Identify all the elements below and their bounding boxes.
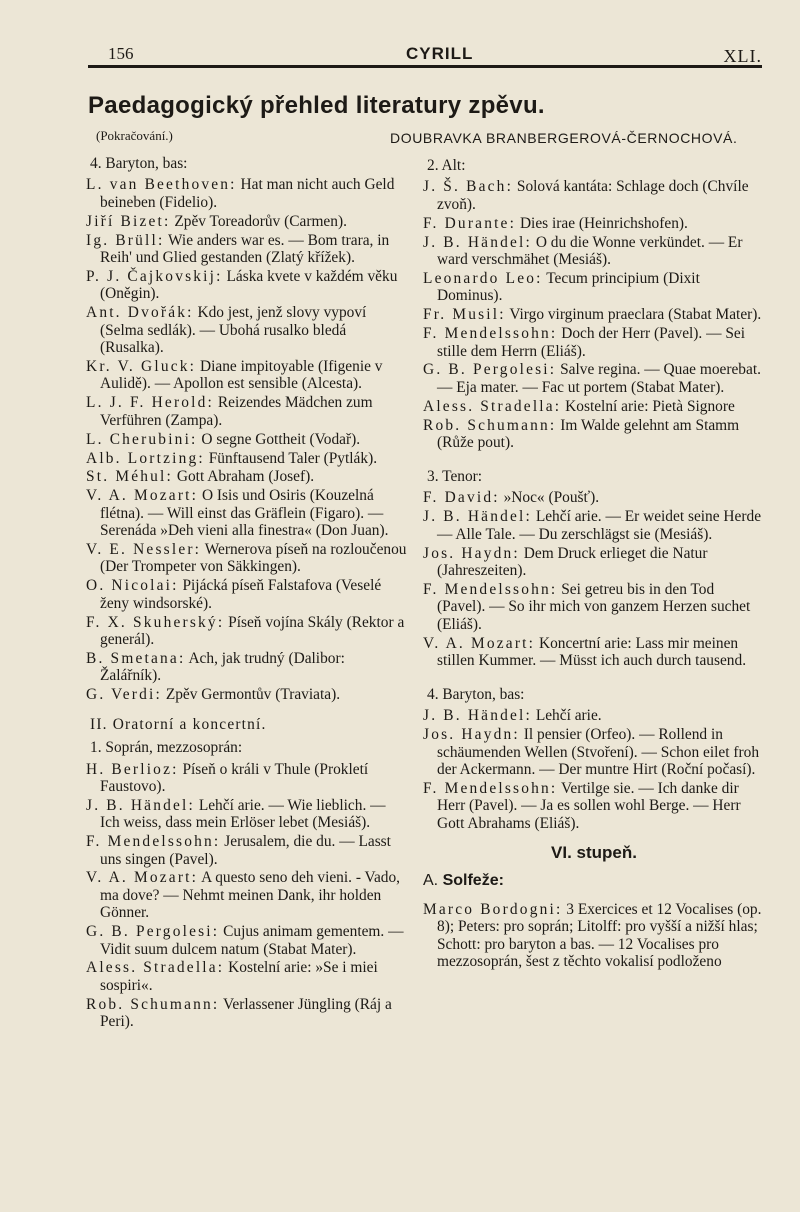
- composer-name: J. Š. Bach:: [423, 178, 514, 196]
- composer-name: Aless. Stradella:: [86, 959, 225, 977]
- list-item: [86, 304, 408, 356]
- list-item: [86, 959, 408, 994]
- works: Reizendes Mädchen zum Verführen (Zampa).: [100, 394, 373, 429]
- works: Solová kantáta: Schlage doch (Chvíle zvoň).: [437, 178, 749, 213]
- composer-name: J. B. Händel:: [423, 508, 532, 526]
- works: Jerusalem, die du. — Lasst uns singen (Pavel).: [100, 833, 391, 868]
- list-item: [86, 650, 408, 685]
- list-item: [423, 901, 765, 971]
- baryton-oratorio-list: [423, 707, 765, 832]
- works: Kdo jest, jenž slovy vypoví (Selma sedlák). — Ubohá rusalko bledá (Rusalka).: [100, 304, 367, 357]
- list-item: [423, 581, 765, 633]
- list-item: [423, 270, 765, 305]
- works: Dem Druck erlieget die Natur (Jahreszeiten).: [437, 544, 708, 580]
- list-item: [423, 398, 765, 415]
- composer-name: G. Verdi:: [86, 686, 162, 704]
- works: Wernerova píseň na rozloučenou (Der Trompeter von Säkkingen).: [100, 541, 407, 576]
- works: Zpěv Germontův (Traviata).: [165, 686, 341, 704]
- works: Hat man nicht auch Geld beineben (Fidelio).: [100, 176, 395, 211]
- list-item: [423, 726, 765, 778]
- list-item: [86, 232, 408, 267]
- article-author: DOUBRAVKA BRANBERGEROVÁ-ČERNOCHOVÁ.: [390, 130, 738, 146]
- works: Píseň o králi v Thule (Prokletí Faustovo).: [100, 760, 369, 795]
- list-item: [86, 268, 408, 303]
- works: Salve regina. — Quae moerebat. — Eja mater. — Fac ut portem (Stabat Mater).: [437, 361, 761, 396]
- works: Kostelní arie: Pietà Signore: [565, 397, 735, 415]
- composer-name: J. B. Händel:: [86, 796, 195, 814]
- composer-name: Alb. Lortzing:: [86, 449, 205, 467]
- list-item: [86, 869, 408, 921]
- composer-name: F. Mendelssohn:: [86, 833, 221, 851]
- list-item: [423, 215, 765, 232]
- composer-name: F. Mendelssohn:: [423, 780, 558, 797]
- composer-name: V. A. Mozart:: [86, 869, 199, 887]
- list-item: [86, 686, 408, 703]
- baryton-heading-oratorio: 4. Baryton, bas:: [427, 685, 525, 703]
- composer-name: Ant. Dvořák:: [86, 304, 194, 322]
- list-item: [423, 325, 765, 360]
- article-title: Paedagogický přehled literatury zpěvu.: [88, 92, 545, 119]
- composer-name: Rob. Schumann:: [423, 416, 557, 434]
- list-item: [86, 358, 408, 393]
- list-item: [423, 361, 765, 396]
- list-item: [423, 635, 765, 670]
- composer-name: L. van Beethoven:: [86, 176, 237, 194]
- works: Zpěv Toreadorův (Carmen).: [174, 212, 347, 230]
- composer-name: Leonardo Leo:: [423, 269, 543, 287]
- works: Kostelní arie: »Se i miei sospiri«.: [100, 959, 378, 994]
- composer-name: L. J. F. Herold:: [86, 394, 215, 412]
- list-item: [86, 761, 408, 796]
- composer-name: H. Berlioz:: [86, 760, 179, 778]
- list-item: [86, 797, 408, 832]
- composer-name: Rob. Schumann:: [86, 995, 220, 1013]
- composer-name: Fr. Musil:: [423, 306, 506, 324]
- works: A questo seno deh vieni. - Vado, ma dove? — Nehmt meinen Dank, ihr holden Gönner.: [100, 869, 401, 922]
- works: Wie anders war es. — Bom trara, in Reih' und Glied gestanden (Zlatý křížek).: [100, 231, 390, 267]
- composer-name: Jos. Haydn:: [423, 726, 520, 744]
- composer-name: J. B. Händel:: [423, 233, 532, 251]
- composer-name: Ig. Brüll:: [86, 231, 165, 249]
- running-title: CYRILL: [406, 44, 474, 63]
- list-item: [86, 487, 408, 539]
- soprano-heading: 1. Soprán, mezzosoprán:: [90, 739, 243, 757]
- list-item: [423, 707, 765, 724]
- left-column: [86, 152, 408, 1032]
- composer-name: V. E. Nessler:: [86, 541, 202, 559]
- list-item: [423, 306, 765, 323]
- works: Fünftausend Taler (Pytlák).: [208, 449, 378, 467]
- list-item: [86, 431, 408, 448]
- works: O Isis und Osiris (Kouzelná flétna). — Will einst das Gräflein (Figaro). — Serenáda »Deh vieni alla finestra« (Don Juan).: [100, 487, 389, 540]
- works: Diane impitoyable (Ifigenie v Aulidě). — Apollon est sensible (Alcesta).: [100, 357, 383, 393]
- works: Dies irae (Heinrichshofen).: [519, 214, 688, 232]
- composer-name: F. Mendelssohn:: [423, 580, 558, 598]
- works: Lehčí arie.: [535, 707, 602, 725]
- composer-name: B. Smetana:: [86, 649, 186, 667]
- list-item: [86, 176, 408, 211]
- works: Tecum principium (Dixit Dominus).: [437, 269, 700, 305]
- list-item: [423, 178, 765, 213]
- composer-name: St. Méhul:: [86, 468, 173, 486]
- works: Lehčí arie. — Wie lieblich. — Ich weiss, dass mein Erlöser lebet (Mesiáš).: [100, 796, 386, 832]
- list-item: [86, 394, 408, 429]
- right-column: [423, 154, 765, 972]
- works: Pijácká píseň Falstafova (Veselé ženy windsorské).: [100, 577, 382, 612]
- works: O segne Gottheit (Vodař).: [201, 430, 361, 448]
- works: Láska kvete v každém věku (Oněgin).: [100, 267, 398, 303]
- baryton-heading: 4. Baryton, bas:: [90, 155, 188, 172]
- tenor-heading: 3. Tenor:: [427, 468, 483, 485]
- stupen-heading: VI. stupeň.: [551, 843, 637, 863]
- volume-number: XLI.: [723, 46, 762, 66]
- list-item: [423, 417, 765, 452]
- composer-name: J. B. Händel:: [423, 707, 532, 725]
- continuation-note: (Pokračování.): [96, 128, 173, 143]
- works: Gott Abraham (Josef).: [176, 468, 315, 486]
- soprano-list: [86, 761, 408, 1031]
- list-item: [423, 780, 765, 832]
- works: Koncertní arie: Lass mir meinen stillen Kummer. — Müsst ich auch durch tausend.: [437, 634, 747, 670]
- works: Cujus animam gementem. — Vidit suum dulcem natum (Stabat Mater).: [100, 923, 404, 958]
- list-item: [423, 489, 765, 506]
- solfeze-label: Solfeže:: [442, 871, 504, 889]
- works: Doch der Herr (Pavel). — Sei stille dem Herrn (Eliáš).: [437, 325, 746, 360]
- list-item: [86, 833, 408, 868]
- page-number: 156: [108, 44, 134, 63]
- works: Píseň vojína Skály (Rektor a generál).: [100, 613, 405, 649]
- composer-name: V. A. Mozart:: [423, 634, 536, 652]
- list-item: [86, 468, 408, 485]
- composer-name: Kr. V. Gluck:: [86, 357, 197, 375]
- list-item: [86, 541, 408, 576]
- composer-name: Aless. Stradella:: [423, 397, 562, 415]
- works: Virgo virginum praeclara (Stabat Mater).: [509, 306, 762, 324]
- list-item: [423, 508, 765, 543]
- works: Sei getreu bis in den Tod (Pavel). — So ihr mich von ganzem Herzen suchet (Eliáš).: [437, 580, 751, 633]
- composer-name: Marco Bordogni:: [423, 901, 563, 919]
- works: »Noc« (Poušť).: [503, 489, 600, 507]
- composer-name: G. B. Pergolesi:: [86, 923, 220, 941]
- list-item: [86, 450, 408, 467]
- list-item: [86, 614, 408, 649]
- works: Ach, jak trudný (Dalibor: Žalářník).: [100, 649, 345, 685]
- tenor-list: [423, 489, 765, 669]
- works: Vertilge sie. — Ich danke dir Herr (Pavel). — Ja es sollen wohl Berge. — Herr Gott Abrahams (Eliáš).: [437, 780, 741, 832]
- alt-list: [423, 178, 765, 451]
- list-item: [423, 545, 765, 580]
- alt-heading: 2. Alt:: [427, 157, 466, 174]
- composer-name: F. X. Skuherský:: [86, 613, 225, 631]
- works: Verlassener Jüngling (Ráj a Peri).: [100, 995, 392, 1031]
- composer-name: P. J. Čajkovskij:: [86, 267, 223, 285]
- list-item: [86, 213, 408, 230]
- list-item: [423, 234, 765, 269]
- list-item: [86, 577, 408, 612]
- composer-name: F. Durante:: [423, 214, 517, 232]
- composer-name: F. David:: [423, 489, 500, 507]
- section-heading: II. Oratorní a koncertní.: [90, 715, 267, 733]
- header-rule: [88, 65, 762, 68]
- baryton-list: [86, 176, 408, 703]
- works: Lehčí arie. — Er weidet seine Herde — Alle Tale. — Du zerschlägst sie (Mesiáš).: [437, 508, 762, 543]
- solfeze-letter: A.: [423, 871, 439, 889]
- works: Im Walde gelehnt am Stamm (Růže pout).: [437, 416, 740, 452]
- composer-name: O. Nicolai:: [86, 577, 179, 595]
- composer-name: Jos. Haydn:: [423, 544, 520, 562]
- works: 3 Exercices et 12 Vocalises (op. 8); Peters: pro soprán; Litolff: pro vyšší a nižší hlas; Schott: pro baryton a bas. — 12 Vocalises pro mezzosoprán, šest z těchto vokalisí podloženo: [437, 901, 762, 971]
- composer-name: V. A. Mozart:: [86, 487, 199, 505]
- composer-name: F. Mendelssohn:: [423, 325, 558, 343]
- composer-name: G. B. Pergolesi:: [423, 361, 557, 379]
- works: O du die Wonne verkündet. — Er ward verschmähet (Mesiáš).: [437, 233, 743, 269]
- list-item: [86, 996, 408, 1031]
- works: Il pensier (Orfeo). — Rollend in schäumenden Wellen (Stvoření). — Schon eilet froh der Ackermann. — Der muntre Hirt (Roční počasí).: [437, 726, 760, 779]
- solfeze-heading: [423, 872, 765, 889]
- list-item: [86, 923, 408, 958]
- composer-name: L. Cherubini:: [86, 430, 198, 448]
- composer-name: Jiří Bizet:: [86, 212, 171, 230]
